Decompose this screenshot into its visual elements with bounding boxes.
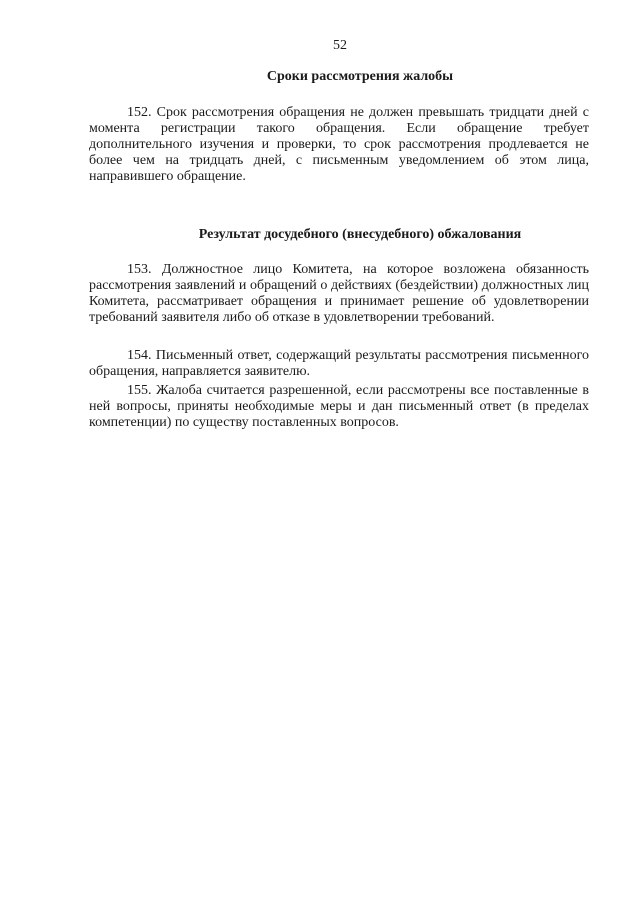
paragraph-154: 154. Письменный ответ, содержащий результаты рассмотрения письменного обращения, направляется заявителю.	[89, 348, 589, 379]
section-heading-appeal-result: Результат досудебного (внесудебного) обжалования	[198, 227, 522, 242]
paragraph-155: 155. Жалоба считается разрешенной, если рассмотрены все поставленные в ней вопросы, приняты необходимые меры и дан письменный ответ (в пределах компетенции) по существу поставленных вопросов.	[89, 383, 589, 430]
section-heading-complaint-deadlines: Сроки рассмотрения жалобы	[266, 69, 454, 84]
paragraph-153: 153. Должностное лицо Комитета, на которое возложена обязанность рассмотрения заявлений и обращений о действиях (бездействии) должностных лиц Комитета, рассматривает обращения и принимает решение об удовлетворении требований заявителя либо об отказе в удовлетворении требований.	[89, 262, 589, 325]
page-number: 52	[333, 38, 347, 53]
paragraph-152: 152. Срок рассмотрения обращения не должен превышать тридцати дней с момента регистрации такого обращения. Если обращение требует дополнительного изучения и проверки, то срок рассмотрения продлевается не более чем на тридцать дней, с письменным уведомлением об этом лица, направившего обращение.	[89, 105, 589, 184]
